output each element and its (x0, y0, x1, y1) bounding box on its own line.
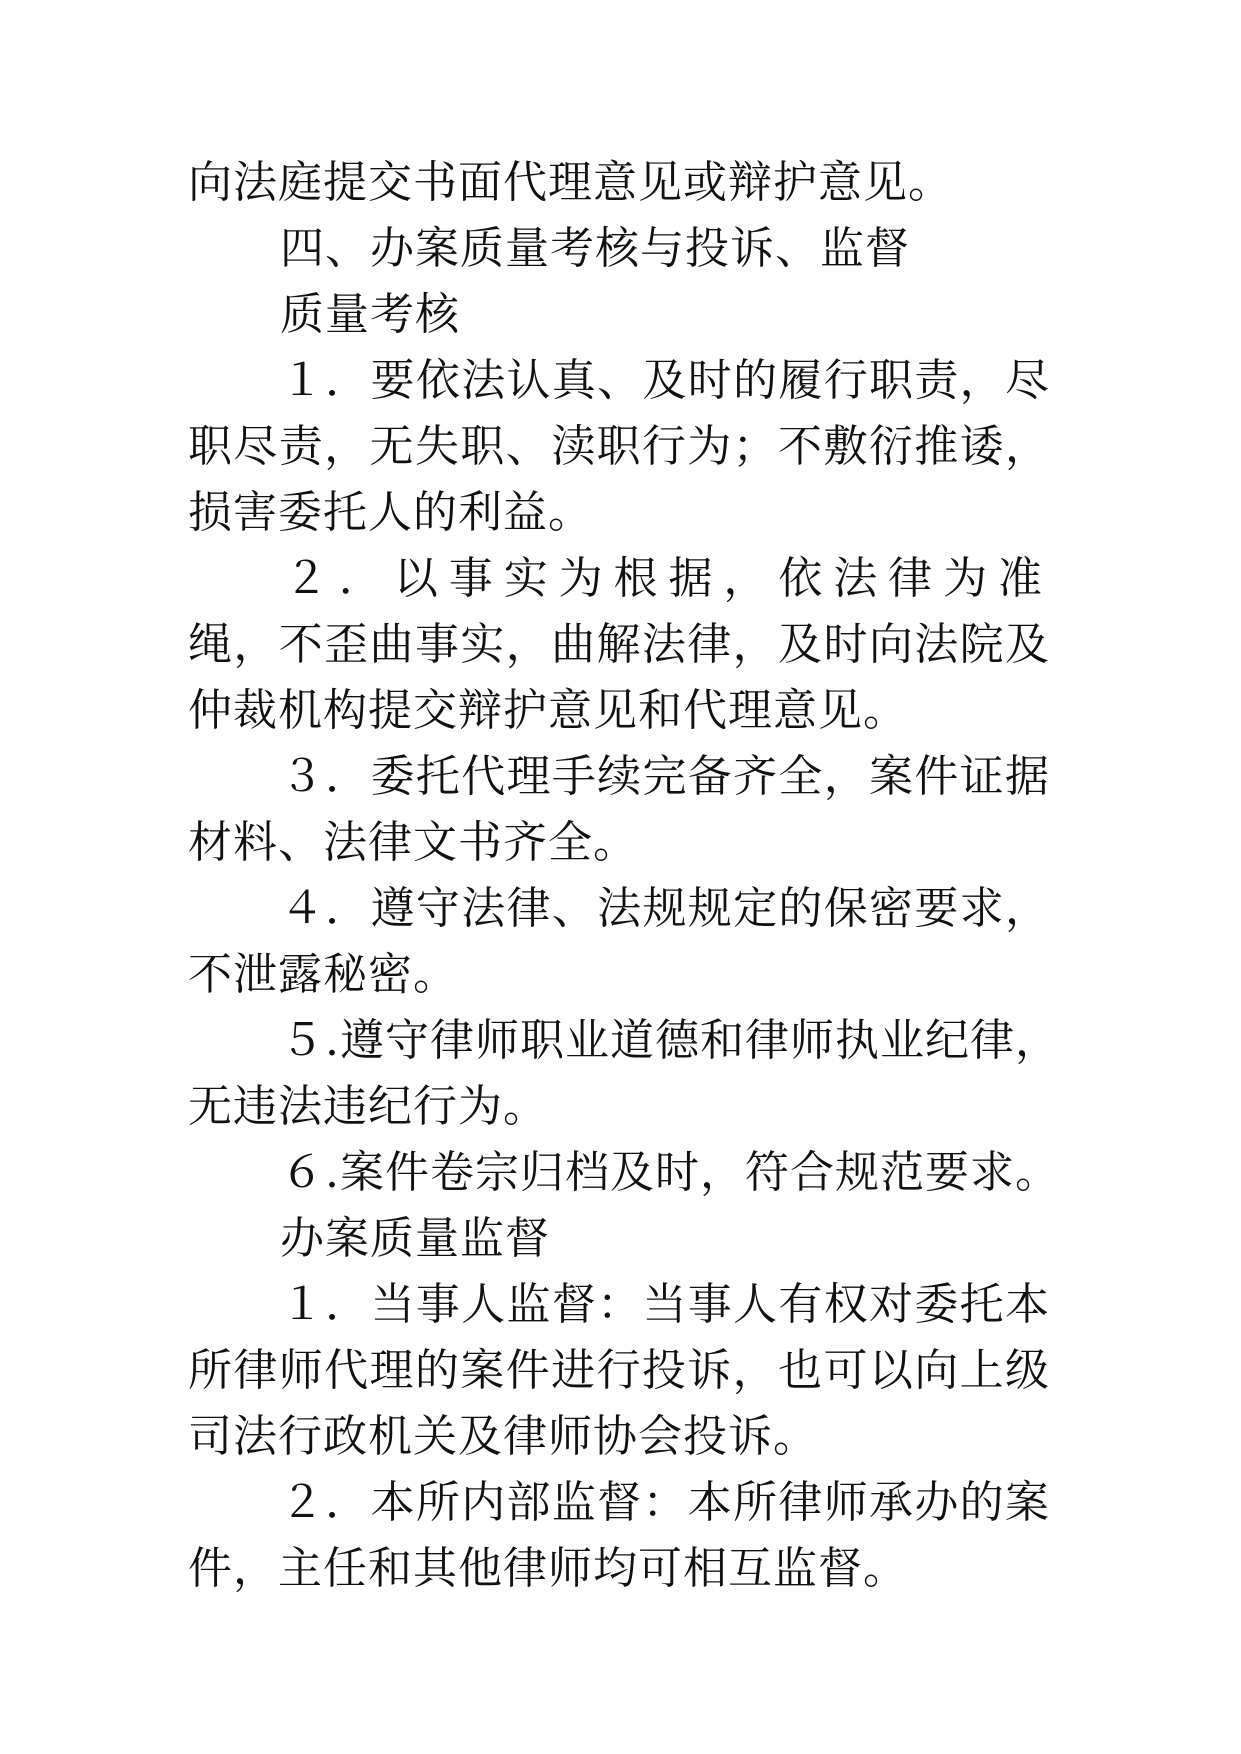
subsection-heading-quality-assessment: 质量考核 (280, 289, 460, 340)
list-item-2-line-2: 绳，不歪曲事实，曲解法律，及时向法院及 (188, 619, 1050, 670)
document-body (188, 150, 1060, 1602)
subsection-heading-quality-supervision: 办案质量监督 (280, 1213, 550, 1264)
list-item-3-line-2: 材料、法律文书齐全。 (188, 817, 638, 868)
paragraph-line-continuation: 向法庭提交书面代理意见或辩护意见。 (188, 157, 953, 208)
list-item-1-line-1: １．要依法认真、及时的履行职责，尽 (280, 355, 1050, 406)
list-item-4-line-2: 不泄露秘密。 (188, 949, 458, 1000)
supervision-item-1-line-1: １．当事人监督：当事人有权对委托本 (280, 1279, 1050, 1330)
supervision-item-2-line-2: 件，主任和其他律师均可相互监督。 (188, 1543, 908, 1594)
list-item-5-line-1: ５.遵守律师职业道德和律师执业纪律， (280, 1015, 1060, 1066)
list-item-2-line-1: ２．以事实为根据，依法律为准 (284, 553, 1050, 604)
list-item-4-line-1: ４．遵守法律、法规规定的保密要求， (280, 883, 1050, 934)
list-item-5-line-2: 无违法违纪行为。 (188, 1081, 548, 1132)
list-item-3-line-1: ３．委托代理手续完备齐全，案件证据 (280, 751, 1050, 802)
list-item-1-line-2: 职尽责，无失职、渎职行为；不敷衍推诿， (188, 421, 1050, 472)
supervision-item-2-line-1: ２．本所内部监督：本所律师承办的案 (280, 1477, 1050, 1528)
section-heading: 四、办案质量考核与投诉、监督 (280, 223, 910, 274)
list-item-1-line-3: 损害委托人的利益。 (188, 487, 593, 538)
list-item-2-line-3: 仲裁机构提交辩护意见和代理意见。 (188, 685, 908, 736)
supervision-item-1-line-3: 司法行政机关及律师协会投诉。 (188, 1411, 818, 1462)
supervision-item-1-line-2: 所律师代理的案件进行投诉，也可以向上级 (188, 1345, 1050, 1396)
list-item-6: ６.案件卷宗归档及时，符合规范要求。 (280, 1147, 1060, 1198)
